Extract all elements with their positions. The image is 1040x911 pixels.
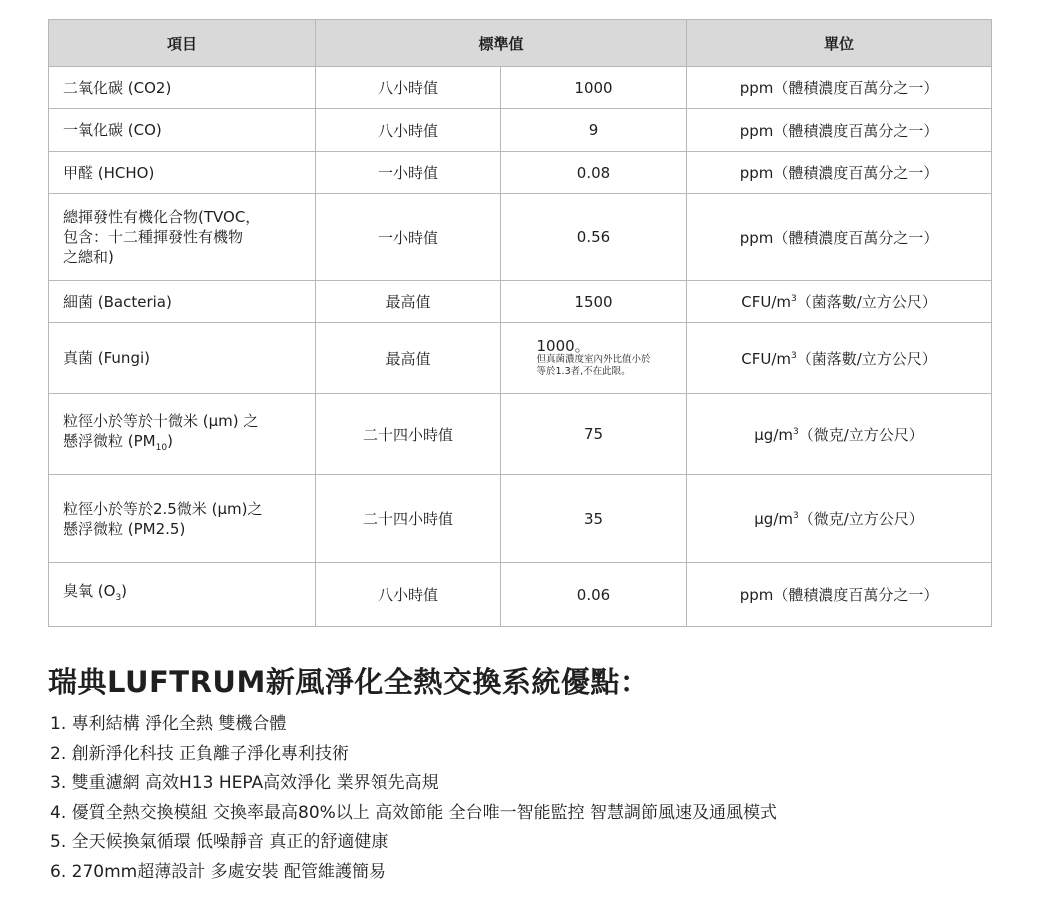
table-row	[49, 475, 992, 563]
table-row	[49, 281, 992, 323]
value-cell: 0.06	[501, 563, 687, 627]
period-cell: 八小時值	[316, 67, 501, 109]
item-cell: 臭氧 $(O_3)$	[49, 563, 316, 627]
item-cell	[49, 194, 316, 281]
period-cell: 八小時值	[316, 109, 501, 152]
table-header-row	[49, 20, 992, 67]
header-standard: 標準值	[316, 20, 687, 67]
list-item: 1. 專利結構 淨化全熱 雙機合體	[50, 714, 287, 734]
period-cell: 一小時值	[316, 194, 501, 281]
period-cell: 最高值	[316, 323, 501, 394]
unit-cell: CFU/$m^3$（菌落數/立方公尺）	[687, 281, 992, 323]
item-cell: 二氧化碳 (CO2)	[49, 67, 316, 109]
table-row	[49, 323, 992, 394]
advantages-title: 瑞典LUFTRUM新風淨化全熱交換系統優點：	[48, 665, 650, 699]
unit-cell: ppm（體積濃度百萬分之一）	[687, 109, 992, 152]
item-cell: 甲醛 (HCHO)	[49, 152, 316, 194]
table-row	[49, 194, 992, 281]
unit-cell: ppm（體積濃度百萬分之一）	[687, 563, 992, 627]
item-line: 包含：十二種揮發性有機物	[63, 228, 244, 246]
air-quality-standards-table	[48, 19, 992, 627]
period-cell: 最高值	[316, 281, 501, 323]
table-row	[49, 67, 992, 109]
period-cell: 八小時值	[316, 563, 501, 627]
value-cell: 35	[501, 475, 687, 563]
item-cell: 粒徑小於等於2.5微米 (μm)之 懸浮微粒 (PM2.5)	[49, 475, 316, 563]
table-row	[49, 152, 992, 194]
value-cell	[501, 323, 687, 394]
item-line: 總揮發性有機化合物(TVOC，	[63, 208, 261, 226]
value-cell: 75	[501, 394, 687, 475]
advantages-list	[50, 710, 777, 887]
value-note: 但真菌濃度室內外比值小於	[536, 354, 651, 365]
value-cell: 1500	[501, 281, 687, 323]
list-item: 6. 270mm超薄設計 多處安裝 配管維護簡易	[50, 861, 386, 882]
item-cell: 一氧化碳 (CO)	[49, 109, 316, 152]
table-row	[49, 563, 992, 627]
unit-cell: CFU/$m^3$（菌落數/立方公尺）	[687, 323, 992, 394]
item-cell: 真菌 (Fungi)	[49, 323, 316, 394]
value-note: 等於1.3者,不在此限。	[536, 366, 631, 377]
item-cell: 細菌 (Bacteria)	[49, 281, 316, 323]
value-cell: 0.08	[501, 152, 687, 194]
period-cell: 二十四小時值	[316, 394, 501, 475]
list-item: 5. 全天候換氣循環 低噪靜音 真正的舒適健康	[50, 832, 389, 852]
value-cell: 1000	[501, 67, 687, 109]
table-row	[49, 394, 992, 475]
period-cell: 一小時值	[316, 152, 501, 194]
unit-cell: $\mu g/m^3$（微克/立方公尺）	[687, 394, 992, 475]
value-cell: 0.56	[501, 194, 687, 281]
list-item: 3. 雙重濾網 高效H13 HEPA高效淨化 業界領先高規	[50, 773, 439, 793]
unit-cell: ppm（體積濃度百萬分之一）	[687, 152, 992, 194]
value-with-note	[537, 338, 651, 378]
list-item: 4. 優質全熱交換模組 交換率最高80%以上 高效節能 全台唯一智能監控 智慧調節風速及通風模式	[50, 802, 778, 823]
unit-cell: $\mu g/m^3$（微克/立方公尺）	[687, 475, 992, 563]
header-unit: 單位	[687, 20, 992, 67]
item-line: 之總和)	[63, 248, 114, 266]
value-main: 1000。	[536, 337, 590, 355]
item-cell: 粒徑小於等於十微米 (μm) 之 懸浮微粒 $(PM_{10})$	[49, 394, 316, 475]
unit-cell: ppm（體積濃度百萬分之一）	[687, 194, 992, 281]
header-item: 項目	[49, 20, 316, 67]
unit-cell: ppm（體積濃度百萬分之一）	[687, 67, 992, 109]
value-cell: 9	[501, 109, 687, 152]
table-row	[49, 109, 992, 152]
period-cell: 二十四小時值	[316, 475, 501, 563]
list-item: 2. 創新淨化科技 正負離子淨化專利技術	[50, 743, 350, 764]
